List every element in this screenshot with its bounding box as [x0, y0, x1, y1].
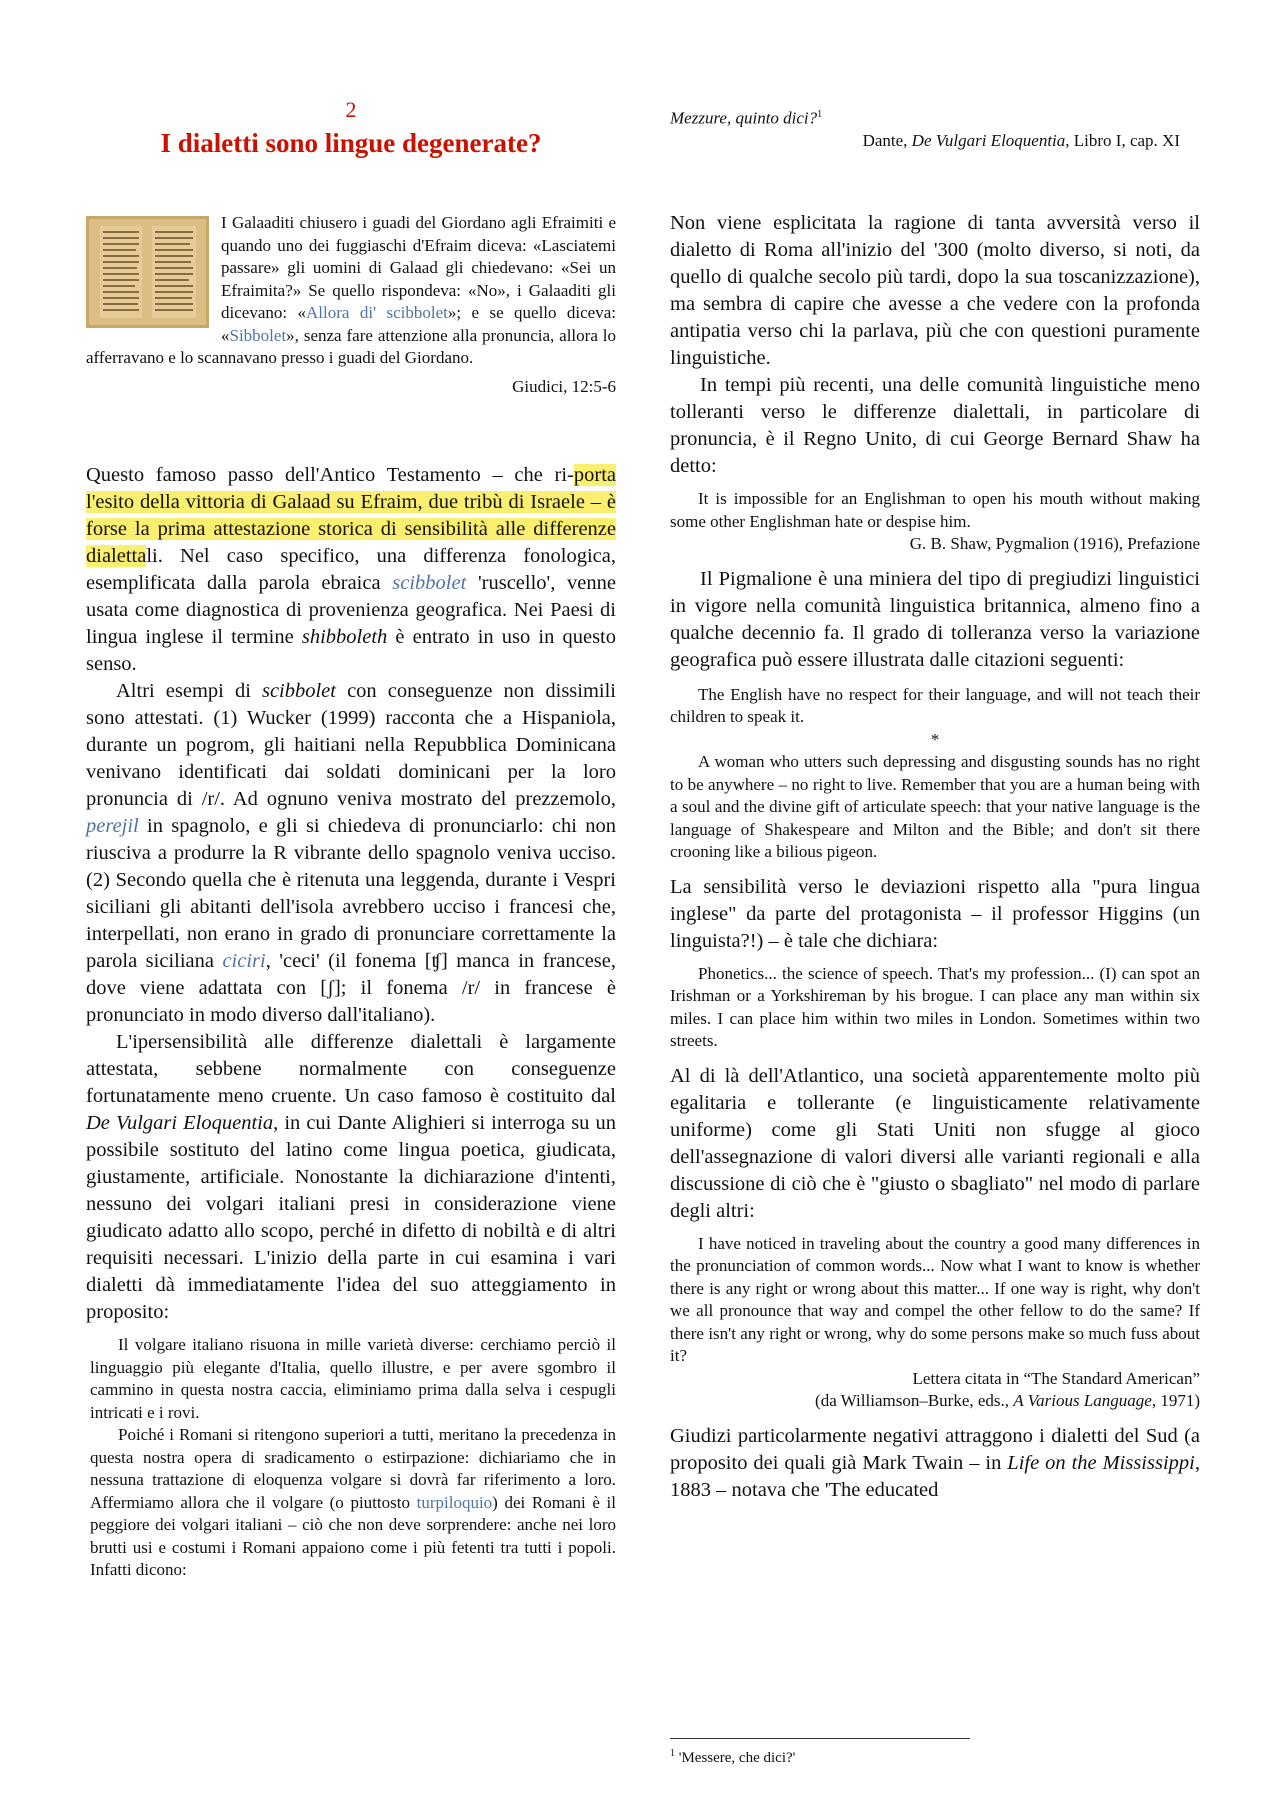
quote-paragraph: [90, 1424, 616, 1582]
letter-source: Lettera citata in “The Standard American”: [912, 1368, 1200, 1388]
paragraph-text: è entrato in uso in questo senso.: [86, 626, 617, 675]
quote-paragraph: Phonetics... the science of speech. That's my profession... (I) can spot an Irishman or a Yorkshireman by his brogue. I can place any man within six miles. I can place him within two miles in London. Sometimes within two streets.: [670, 963, 1200, 1050]
epigraph-source: Giudici, 12:5-6: [512, 376, 616, 396]
paragraph: La sensibilità verso le deviazioni rispetto alla "pura lingua inglese" da parte del protagonista – il professor Higgins (un linguista?!) – è tale che dichiara:: [670, 875, 1200, 952]
epigraph-link-scibbolet[interactable]: Allora di' scibbolet: [305, 303, 448, 322]
letter-source: [670, 1390, 1200, 1413]
letter-quote: [670, 1233, 1200, 1413]
quote-text: Poiché i Romani si ritengono superiori a tutti, meritano la precedenza in questa nostra opera di sradicamento o estirpazione: dichiariamo che in nessuna trattazione di eloquenza volgare si dovrà far riferimento a loro. Affermiamo allora che il volgare (o piuttosto: [90, 1425, 616, 1512]
dante-quote-source: [670, 130, 1180, 153]
footnote-divider: [670, 1738, 970, 1739]
manuscript-image: [86, 216, 209, 328]
footnote-text: 'Messere, che dici?': [675, 1750, 796, 1766]
paragraph-text: li. Nel caso specifico, una differenza fonologica, esemplificata dalla parola ebraica: [86, 545, 616, 594]
dante-quote-continuation: [670, 104, 1180, 153]
emphasis: Life on the Mississippi: [1007, 1451, 1195, 1474]
link-ciciri[interactable]: ciciri: [222, 950, 266, 972]
source-text: Dante,: [862, 131, 912, 151]
paragraph-text: Questo famoso passo dell'Antico Testamento – che ri-: [86, 464, 574, 486]
epigraph-link-sibbolet[interactable]: Sibbolet: [229, 325, 287, 345]
emphasis: scibbolet: [261, 680, 336, 702]
paragraph-text: 'ruscello', venne usata come diagnostica di provenienza geografica. Nei Paesi di lingua inglese il termine: [86, 572, 616, 648]
paragraph-text: in spagnolo, e gli si chiedeva di pronunciarlo: chi non riusciva a produrre la R vibrante dello spagnolo veniva ucciso. (2) Secondo quella che è ritenuta una leggenda, durante i Vespri siciliani gli abitanti dell'isola avrebbero ucciso i francesi che, interpellati, non erano in grado di pronunciare correttamente la parola siciliana: [86, 815, 616, 972]
pygmalion-quotes: [670, 684, 1200, 864]
paragraph-text: , 1883 – notava che 'The educated: [670, 1451, 1200, 1501]
quote-paragraph: The English have no respect for their language, and will not teach their children to speak it.: [670, 684, 1200, 726]
source-text: (da Williamson–Burke, eds.,: [815, 1391, 1014, 1410]
quote-paragraph: Il volgare italiano risuona in mille varietà diverse: cerchiamo perciò il linguaggio più elegante d'Italia, quello illustre, e per avere sgombro il cammino in questa nostra caccia, eliminiamo prima dalla selva i cespugli intricati e i rovi.: [90, 1335, 616, 1422]
quote-text: ) dei Romani è il peggiore dei volgari italiani – ciò che non deve sorprendere: anche nei loro brutti usi e costumi i Romani appaiono come i più fetenti tra tutti i popoli. Infatti dicono:: [90, 1492, 616, 1579]
emphasis: A Various Language: [1013, 1391, 1152, 1410]
higgins-quote: [670, 963, 1200, 1053]
shaw-source: G. B. Shaw, Pygmalion (1916), Prefazione: [909, 534, 1200, 553]
paragraph-text: L'ipersensibilità alle differenze dialettali è largamente attestata, sebbene normalmente con conseguenze fortunatamente meno cruente. Un caso famoso è costituito dal: [86, 1031, 616, 1107]
chapter-title: I dialetti sono lingue degenerate?: [160, 128, 542, 158]
paragraph-text: Giudizi particolarmente negativi attraggono i dialetti del Sud (a proposito dei quali già Mark Twain – in: [670, 1424, 1200, 1474]
left-body: [86, 462, 616, 1582]
epigraph-text: », senza fare attenzione alla pronuncia, allora lo afferravano e lo scannavano presso i guadi del Giordano.: [86, 325, 616, 367]
paragraph: [86, 1029, 616, 1326]
dante-quote: [86, 1334, 616, 1582]
epigraph-text: »; e se quello diceva: «: [221, 303, 616, 345]
link-scibbolet[interactable]: scibbolet: [392, 572, 467, 594]
right-body: [670, 210, 1200, 1504]
paragraph: [86, 678, 616, 1029]
emphasis: De Vulgari Eloquentia: [911, 131, 1066, 151]
paragraph: [670, 1423, 1200, 1504]
emphasis: De Vulgari Eloquentia: [86, 1112, 274, 1134]
paragraph-text: Altri esempi di: [116, 680, 262, 702]
paragraph-text: , 'ceci' (il fonema [ʧ] manca in francese, dove viene adattata con [ʃ]; il fonema /r/ in francese è pronunciato in modo diverso dall'italiano).: [86, 950, 616, 1026]
link-perejil[interactable]: perejil: [86, 815, 139, 837]
emphasis: Mezzure, quinto dici?: [670, 108, 818, 128]
paragraph: In tempi più recenti, una delle comunità linguistiche meno tolleranti verso le differenze dialettali, in particolare di pronuncia, è il Regno Unito, di cui George Bernard Shaw ha detto:: [670, 374, 1200, 477]
paragraph: Non viene esplicitata la ragione di tanta avversità verso il dialetto di Roma all'inizio del '300 (molto diverso, si noti, da quello di qualche secolo più tardi, dopo la sua toscanizzazione), ma sembra di capire che avesse a che vedere con la profonda antipatia verso chi la parlava, più che con questioni puramente linguistiche.: [670, 212, 1200, 369]
quote-paragraph: It is impossible for an Englishman to open his mouth without making some other Englishman hate or despise him.: [670, 489, 1200, 531]
footnote-number: 1: [670, 1748, 675, 1759]
paragraph: Al di là dell'Atlantico, una società apparentemente molto più egalitaria e tollerante (e linguisticamente relativamente uniforme) come gli Stati Uniti non sfugge al gioco dell'assegnazione di valori diversi alle varianti regionali e alla discussione di ciò che è "giusto o sbagliato" nel modo di parlare degli altri:: [670, 1064, 1200, 1222]
footnote: [670, 1748, 795, 1767]
source-text: , Libro I, cap. XI: [1065, 131, 1180, 151]
epigraph-text: I Galaaditi chiusero i guadi del Giordano agli Efraimiti e quando uno dei fuggiaschi d'Efraim diceva: «Lasciatemi passare» gli uomini di Galaad gli chiedevano: «Sei un Efraimita?» Se quello rispondeva: «No», i Galaaditi gli dicevano: «: [221, 213, 616, 322]
paragraph: Il Pigmalione è una miniera del tipo di pregiudizi linguistici in vigore nella comunità linguistica britannica, almeno fino a qualche decennio fa. Il grado di tolleranza verso la variazione geografica può essere illustrata dalle citazioni seguenti:: [670, 567, 1200, 671]
paragraph-text: con conseguenze non dissimili sono attestati. (1) Wucker (1999) racconta che a Hispaniola, durante un pogrom, gli haitiani nella Repubblica Dominicana venivano identificati dai soldati dominicani per la loro pronuncia di /r/. Ad ognuno veniva mostrato del prezzemolo,: [86, 680, 616, 810]
paragraph-text: , in cui Dante Alighieri si interroga su un possibile sostituto del latino come lingua poetica, giudicata, giustamente, artificiale. Nonostante la dichiarazione d'intenti, nessuno dei volgari italiani presi in considerazione viene giudicato adatto allo scopo, perché in difetto di nobiltà e di altri requisiti necessari. L'inizio della parte in cui esamina i vari dialetti dà immediatamente l'idea del suo atteggiamento in proposito:: [86, 1112, 616, 1323]
chapter-number: 2: [345, 97, 357, 122]
epigraph: [86, 212, 616, 398]
shaw-quote: [670, 488, 1200, 556]
quote-paragraph: I have noticed in traveling about the country a good many differences in the pronunciation of common words... Now what I want to know is whether there is any right or wrong about this matter... If one way is right, why don't we all pronounce that way and compel the other fellow to do the same? If there isn't any right or wrong, why do some persons make so much fuss about it?: [670, 1233, 1200, 1365]
footnote-marker[interactable]: 1: [817, 109, 823, 120]
highlighted-text: porta l'esito della vittoria di Galaad su Efraim, due tribù di Israele – è forse la prima attestazione storica di sensibilità alle differenze dialetta: [86, 464, 616, 567]
separator-star: *: [930, 729, 940, 749]
source-text: , 1971): [1151, 1391, 1200, 1410]
link-turpiloquio[interactable]: turpiloquio: [416, 1492, 493, 1512]
quote-paragraph: A woman who utters such depressing and disgusting sounds has no right to be anywhere – no right to live. Remember that you are a human being with a soul and the divine gift of articulate speech: that your native language is the language of Shakespeare and Milton and the Bible; and don't sit there crooning like a bilious pigeon.: [670, 752, 1200, 861]
paragraph: [86, 462, 616, 678]
emphasis: shibboleth: [301, 626, 388, 648]
